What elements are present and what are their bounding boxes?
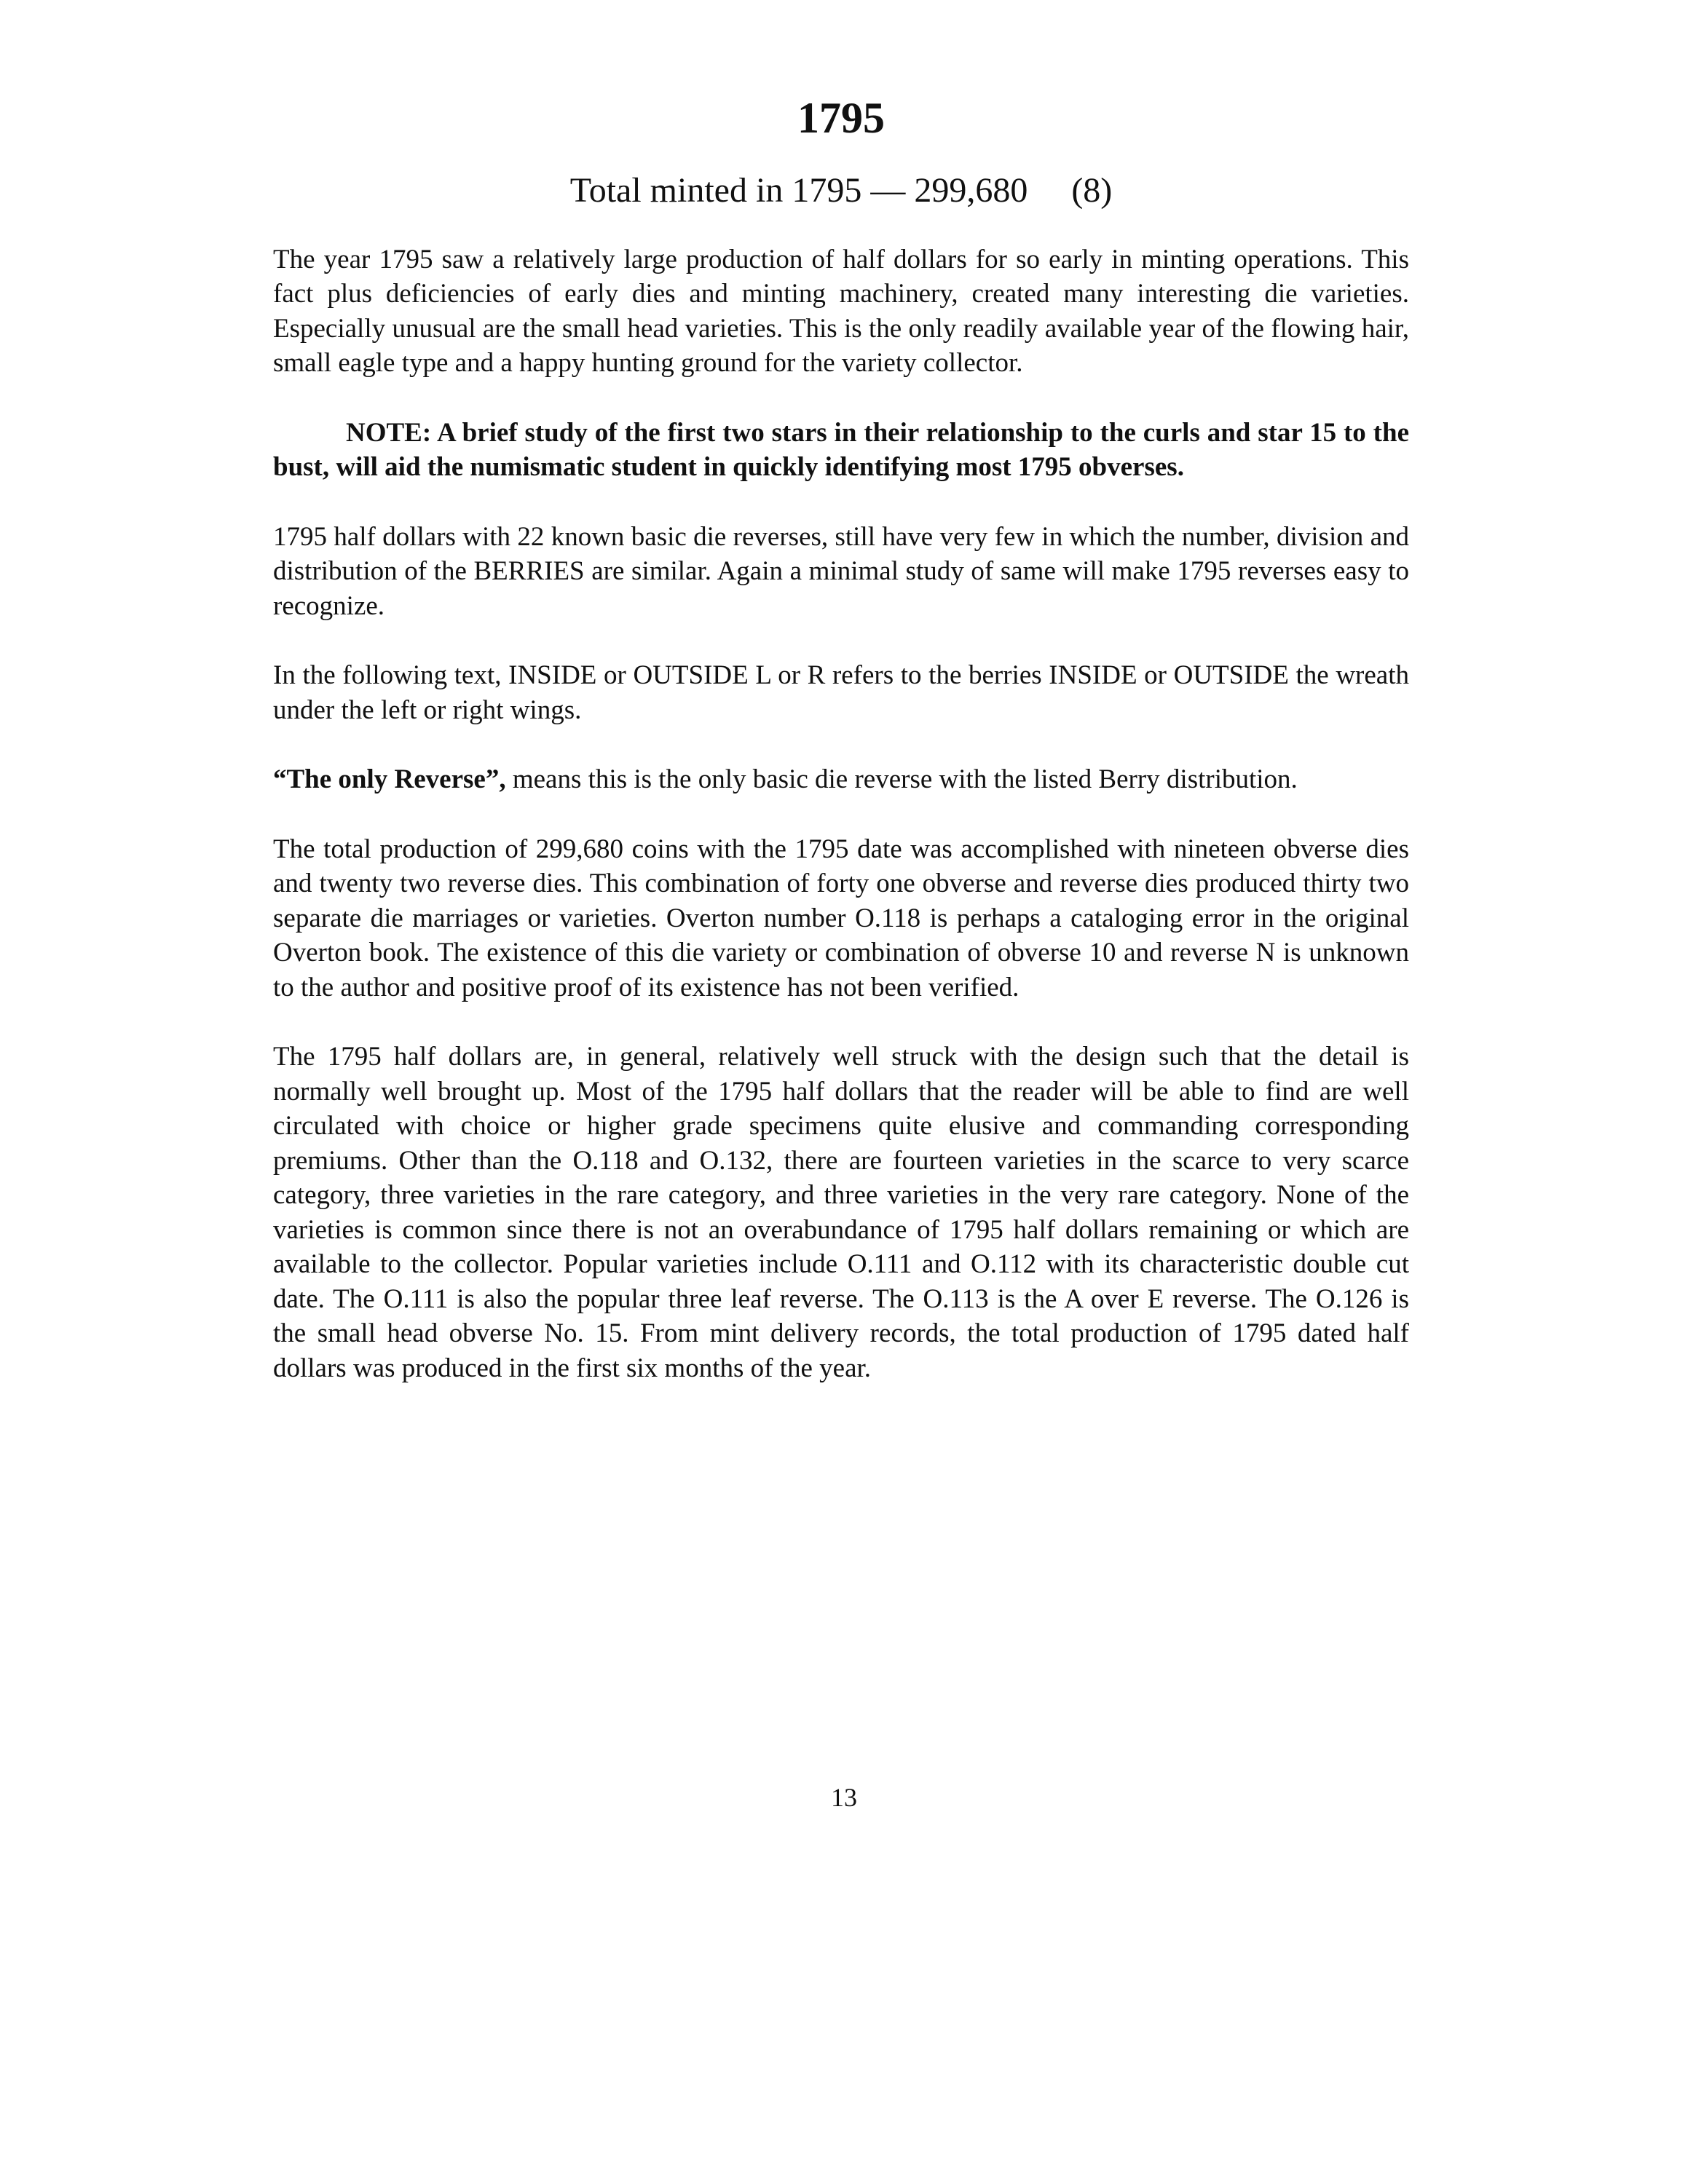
total-minted-subtitle: Total minted in 1795 — 299,680 (8): [569, 171, 1113, 210]
reverses-paragraph: 1795 half dollars with 22 known basic die reverses, still have very few in which the number, division and distribution of the BERRIES are similar. Again a minimal study of same will make 1795 reverses easy to recognize.: [273, 521, 1409, 621]
note-paragraph: NOTE: A brief study of the first two stars in their relationship to the curls and star 15 to the bust, will aid the numismatic student in quickly identifying most 1795 obverses.: [273, 417, 1409, 483]
page-title: 1795: [797, 94, 885, 142]
production-paragraph: The total production of 299,680 coins with the 1795 date was accomplished with nineteen obverse dies and twenty two reverse dies. This combination of forty one obverse and reverse dies produced thirty two separate die marriages or varieties. Overton number O.118 is perhaps a cataloging error in the original Overton book. The existence of this die variety or combination of obverse 10 and reverse N is unknown to the author and positive proof of its existence has not been verified.: [273, 834, 1409, 1002]
page-content: [273, 93, 1409, 1385]
only-reverse-paragraph: [273, 762, 1409, 797]
inside-outside-paragraph: In the following text, INSIDE or OUTSIDE L or R refers to the berries INSIDE or OUTSIDE the wreath under the left or right wings.: [273, 660, 1409, 725]
strike-quality-paragraph: The 1795 half dollars are, in general, relatively well struck with the design such that the detail is normally well brought up. Most of the 1795 half dollars that the reader will be able to find are well circulated with choice or higher grade specimens quite elusive and commanding corresponding premiums. Other than the O.118 and O.132, there are fourteen varieties in the scarce to very scarce category, three varieties in the rare category, and three varieties in the very rare category. None of the varieties is common since there is not an overabundance of 1795 half dollars remaining or which are available to the collector. Popular varieties include O.111 and O.112 with its characteristic double cut date. The O.111 is also the popular three leaf reverse. The O.113 is the A over E reverse. The O.126 is the small head obverse No. 15. From mint delivery records, the total production of 1795 dated half dollars was produced in the first six months of the year.: [273, 1042, 1409, 1383]
only-reverse-definition: means this is the only basic die reverse with the listed Berry distribution.: [505, 764, 1298, 795]
page-number: 13: [831, 1783, 857, 1812]
intro-paragraph: The year 1795 saw a relatively large production of half dollars for so early in minting operations. This fact plus deficiencies of early dies and minting machinery, created many interesting die varieties. Especially unusual are the small head varieties. This is the only readily available year of the flowing hair, small eagle type and a happy hunting ground for the variety collector.: [273, 244, 1409, 379]
only-reverse-term: “The only Reverse”,: [273, 764, 506, 795]
